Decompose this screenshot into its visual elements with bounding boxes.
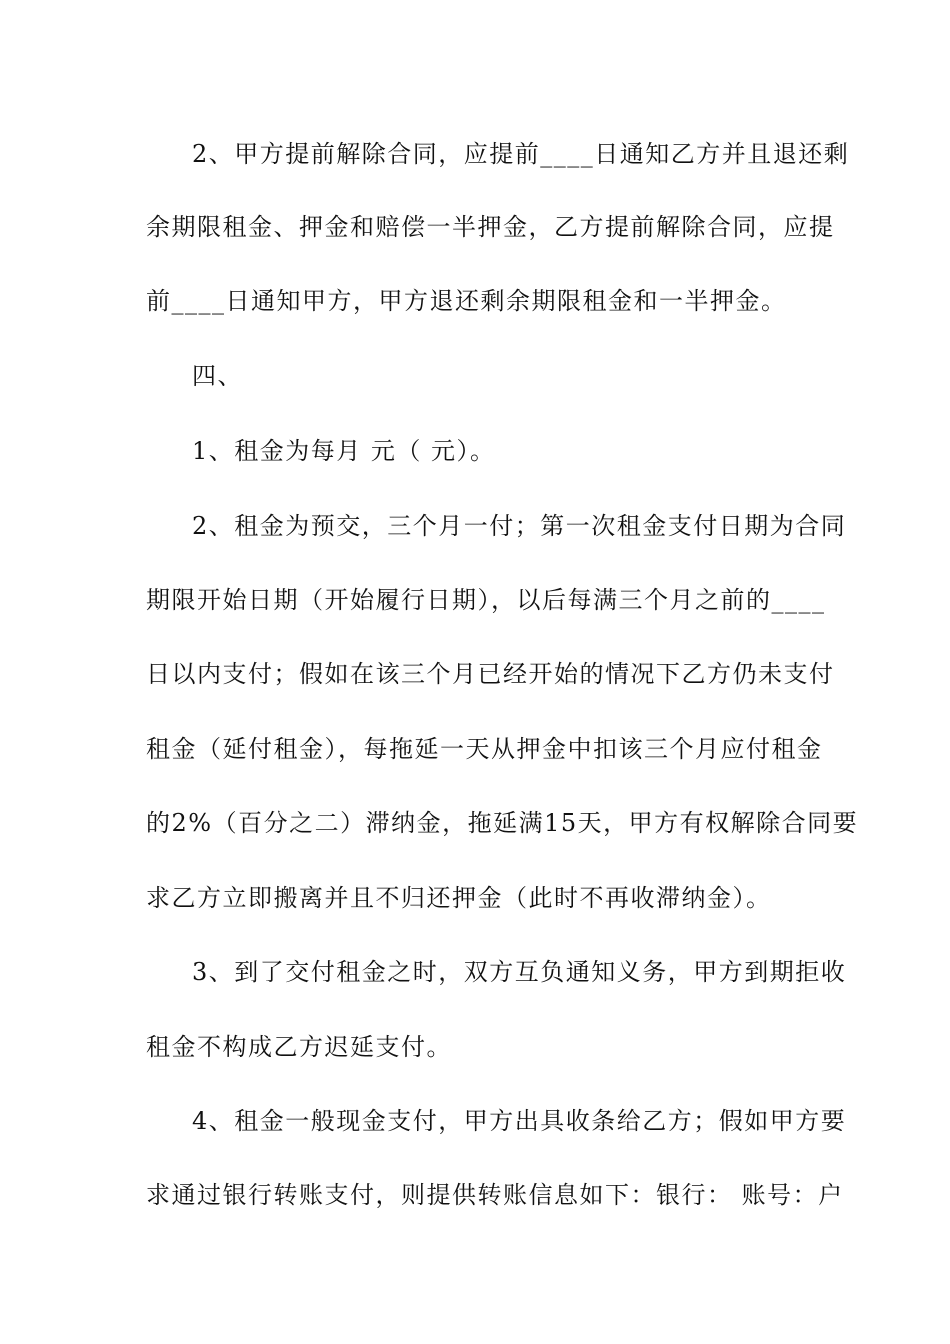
clause-4-payment-method-line-1: 4、租金一般现金支付，甲方出具收条给乙方；假如甲方要	[192, 1107, 847, 1135]
clause-2-rent-payment-line-3: 日以内支付；假如在该三个月已经开始的情况下乙方仍未支付	[146, 660, 835, 688]
clause-3-notice-duty-line-1: 3、到了交付租金之时，双方互负通知义务，甲方到期拒收	[192, 958, 847, 986]
clause-1-rent-amount: 1、租金为每月 元（ 元）。	[192, 437, 496, 465]
clause-2-rent-payment-line-1: 2、租金为预交，三个月一付；第一次租金支付日期为合同	[192, 512, 847, 540]
section-four-heading: 四、	[192, 362, 243, 390]
clause-2-rent-payment-line-4: 租金（延付租金），每拖延一天从押金中扣该三个月应付租金	[146, 735, 823, 763]
clause-2-early-termination-line-1: 2、甲方提前解除合同，应提前____日通知乙方并且退还剩	[192, 140, 850, 168]
clause-3-notice-duty-line-2: 租金不构成乙方迟延支付。	[146, 1033, 452, 1061]
clause-2-rent-payment-line-2: 期限开始日期（开始履行日期），以后每满三个月之前的____	[146, 586, 826, 614]
clause-2-early-termination-line-3: 前____日通知甲方，甲方退还剩余期限租金和一半押金。	[146, 287, 787, 315]
clause-2-rent-payment-line-5: 的2%（百分之二）滞纳金，拖延满15天，甲方有权解除合同要	[146, 809, 859, 837]
clause-2-rent-payment-line-6: 求乙方立即搬离并且不归还押金（此时不再收滞纳金）。	[146, 884, 772, 912]
clause-4-payment-method-line-2: 求通过银行转账支付，则提供转账信息如下：银行： 账号：户	[146, 1181, 844, 1209]
clause-2-early-termination-line-2: 余期限租金、押金和赔偿一半押金，乙方提前解除合同，应提	[146, 213, 835, 241]
